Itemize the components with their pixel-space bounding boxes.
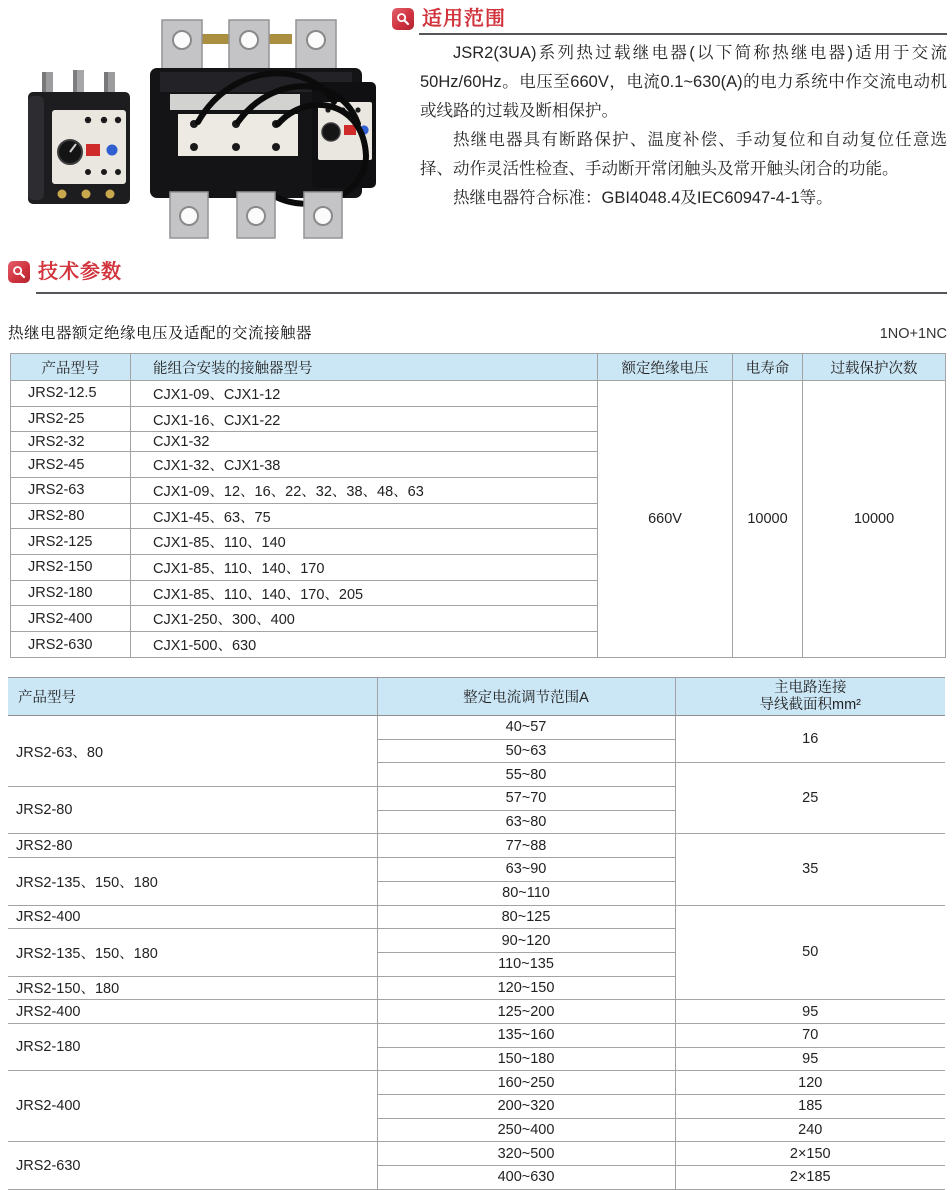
column-header: 产品型号 bbox=[8, 678, 377, 716]
insulation-voltage-cell: 660V bbox=[598, 381, 733, 658]
table2-header-row bbox=[8, 678, 945, 716]
contactors-cell: CJX1-500、630 bbox=[131, 632, 598, 658]
column-header: 整定电流调节范围A bbox=[377, 678, 675, 716]
magnifier-icon bbox=[392, 8, 414, 30]
range-cell: 63~80 bbox=[377, 810, 675, 834]
table-row bbox=[8, 834, 945, 858]
range-cell: 120~150 bbox=[377, 976, 675, 1000]
column-header-line2: 导线截面积mm² bbox=[759, 696, 861, 713]
wire-section-cell: 16 bbox=[675, 716, 945, 763]
magnifier-icon bbox=[8, 261, 30, 283]
model-cell: JRS2-150 bbox=[11, 555, 131, 581]
wire-section-cell: 185 bbox=[675, 1095, 945, 1119]
table1-header-row bbox=[11, 354, 946, 381]
section-rule bbox=[36, 292, 947, 294]
model-cell: JRS2-180 bbox=[8, 1023, 377, 1070]
model-cell: JRS2-630 bbox=[8, 1142, 377, 1189]
range-cell: 40~57 bbox=[377, 716, 675, 740]
paragraph: 热继电器符合标准：GBI4048.4及IEC60947-4-1等。 bbox=[453, 189, 833, 207]
model-cell: JRS2-80 bbox=[8, 834, 377, 858]
overload-times-cell: 10000 bbox=[803, 381, 946, 658]
column-header: 过载保护次数 bbox=[803, 354, 946, 381]
model-cell: JRS2-80 bbox=[8, 787, 377, 834]
small-relay-photo bbox=[28, 70, 130, 204]
wire-section-cell: 2×150 bbox=[675, 1142, 945, 1166]
table1-caption: 热继电器额定绝缘电压及适配的交流接触器 bbox=[8, 325, 313, 342]
contactors-cell: CJX1-32、CJX1-38 bbox=[131, 452, 598, 478]
contactors-cell: CJX1-09、CJX1-12 bbox=[131, 381, 598, 407]
range-cell: 320~500 bbox=[377, 1142, 675, 1166]
range-cell: 77~88 bbox=[377, 834, 675, 858]
column-header-line1: 主电路连接 bbox=[774, 679, 847, 696]
wire-section-cell: 240 bbox=[675, 1118, 945, 1142]
model-cell: JRS2-125 bbox=[11, 529, 131, 555]
range-cell: 150~180 bbox=[377, 1047, 675, 1071]
wire-section-cell: 50 bbox=[675, 905, 945, 1000]
wire-section-cell: 95 bbox=[675, 1000, 945, 1024]
table-row bbox=[8, 716, 945, 740]
range-cell: 125~200 bbox=[377, 1000, 675, 1024]
contactors-cell: CJX1-85、110、140 bbox=[131, 529, 598, 555]
range-cell: 200~320 bbox=[377, 1095, 675, 1119]
contactors-cell: CJX1-16、CJX1-22 bbox=[131, 406, 598, 432]
contactors-cell: CJX1-32 bbox=[131, 432, 598, 452]
contactors-cell: CJX1-45、63、75 bbox=[131, 503, 598, 529]
electrical-life-cell: 10000 bbox=[733, 381, 803, 658]
model-cell: JRS2-135、150、180 bbox=[8, 858, 377, 905]
contact-config-note: 1NO+1NC bbox=[879, 326, 947, 342]
model-cell: JRS2-12.5 bbox=[11, 381, 131, 407]
model-cell: JRS2-25 bbox=[11, 406, 131, 432]
contactors-cell: CJX1-250、300、400 bbox=[131, 606, 598, 632]
table1-caption-row bbox=[8, 321, 947, 343]
model-cell: JRS2-63 bbox=[11, 477, 131, 503]
table-insulation-and-contactors bbox=[10, 353, 946, 658]
range-cell: 110~135 bbox=[377, 952, 675, 976]
section-header-tech-params bbox=[8, 260, 122, 284]
column-header: 产品型号 bbox=[11, 354, 131, 381]
contactors-cell: CJX1-09、12、16、22、32、38、48、63 bbox=[131, 477, 598, 503]
model-cell: JRS2-630 bbox=[11, 632, 131, 658]
range-cell: 80~110 bbox=[377, 881, 675, 905]
paragraph: 热继电器具有断路保护、温度补偿、手动复位和自动复位任意选择、动作灵活性检查、手动断开常闭触头及常开触头闭合的功能。 bbox=[420, 131, 947, 178]
range-cell: 90~120 bbox=[377, 929, 675, 953]
wire-section-cell: 35 bbox=[675, 834, 945, 905]
table-row bbox=[8, 1071, 945, 1095]
table-row bbox=[8, 1023, 945, 1047]
range-cell: 250~400 bbox=[377, 1118, 675, 1142]
section-title-application: 适用范围 bbox=[422, 8, 506, 30]
range-cell: 55~80 bbox=[377, 763, 675, 787]
wire-section-cell: 2×185 bbox=[675, 1166, 945, 1190]
model-cell: JRS2-180 bbox=[11, 580, 131, 606]
product-photo-thermal-relays bbox=[12, 6, 384, 252]
model-cell: JRS2-63、80 bbox=[8, 716, 377, 787]
model-cell: JRS2-400 bbox=[8, 905, 377, 929]
range-cell: 57~70 bbox=[377, 787, 675, 811]
range-cell: 63~90 bbox=[377, 858, 675, 882]
model-cell: JRS2-32 bbox=[11, 432, 131, 452]
wire-section-cell: 70 bbox=[675, 1023, 945, 1047]
wire-section-cell: 120 bbox=[675, 1071, 945, 1095]
column-header bbox=[675, 678, 945, 716]
model-cell: JRS2-400 bbox=[8, 1000, 377, 1024]
application-text bbox=[420, 39, 947, 213]
range-cell: 160~250 bbox=[377, 1071, 675, 1095]
wire-section-cell: 95 bbox=[675, 1047, 945, 1071]
model-cell: JRS2-150、180 bbox=[8, 976, 377, 1000]
table-row bbox=[11, 381, 946, 407]
wire-section-cell: 25 bbox=[675, 763, 945, 834]
section-header-application bbox=[392, 7, 506, 31]
paragraph: JSR2(3UA)系列热过载继电器(以下简称热继电器)适用于交流50Hz/60Hz。电压至660V，电流0.1~630(A)的电力系统中作交流电动机或线路的过载及断相保护。 bbox=[420, 44, 947, 120]
column-header: 额定绝缘电压 bbox=[598, 354, 733, 381]
column-header: 能组合安装的接触器型号 bbox=[131, 354, 598, 381]
table-row bbox=[8, 1142, 945, 1166]
model-cell: JRS2-80 bbox=[11, 503, 131, 529]
range-cell: 400~630 bbox=[377, 1166, 675, 1190]
model-cell: JRS2-400 bbox=[11, 606, 131, 632]
table-current-ranges bbox=[8, 677, 945, 1190]
section-rule bbox=[419, 33, 947, 35]
large-relay-photo bbox=[150, 20, 376, 238]
model-cell: JRS2-400 bbox=[8, 1071, 377, 1142]
section-title-tech-params: 技术参数 bbox=[38, 261, 122, 283]
range-cell: 135~160 bbox=[377, 1023, 675, 1047]
range-cell: 50~63 bbox=[377, 739, 675, 763]
contactors-cell: CJX1-85、110、140、170、205 bbox=[131, 580, 598, 606]
contactors-cell: CJX1-85、110、140、170 bbox=[131, 555, 598, 581]
model-cell: JRS2-135、150、180 bbox=[8, 929, 377, 976]
table-row bbox=[8, 905, 945, 929]
table-row bbox=[8, 1000, 945, 1024]
model-cell: JRS2-45 bbox=[11, 452, 131, 478]
column-header: 电寿命 bbox=[733, 354, 803, 381]
range-cell: 80~125 bbox=[377, 905, 675, 929]
